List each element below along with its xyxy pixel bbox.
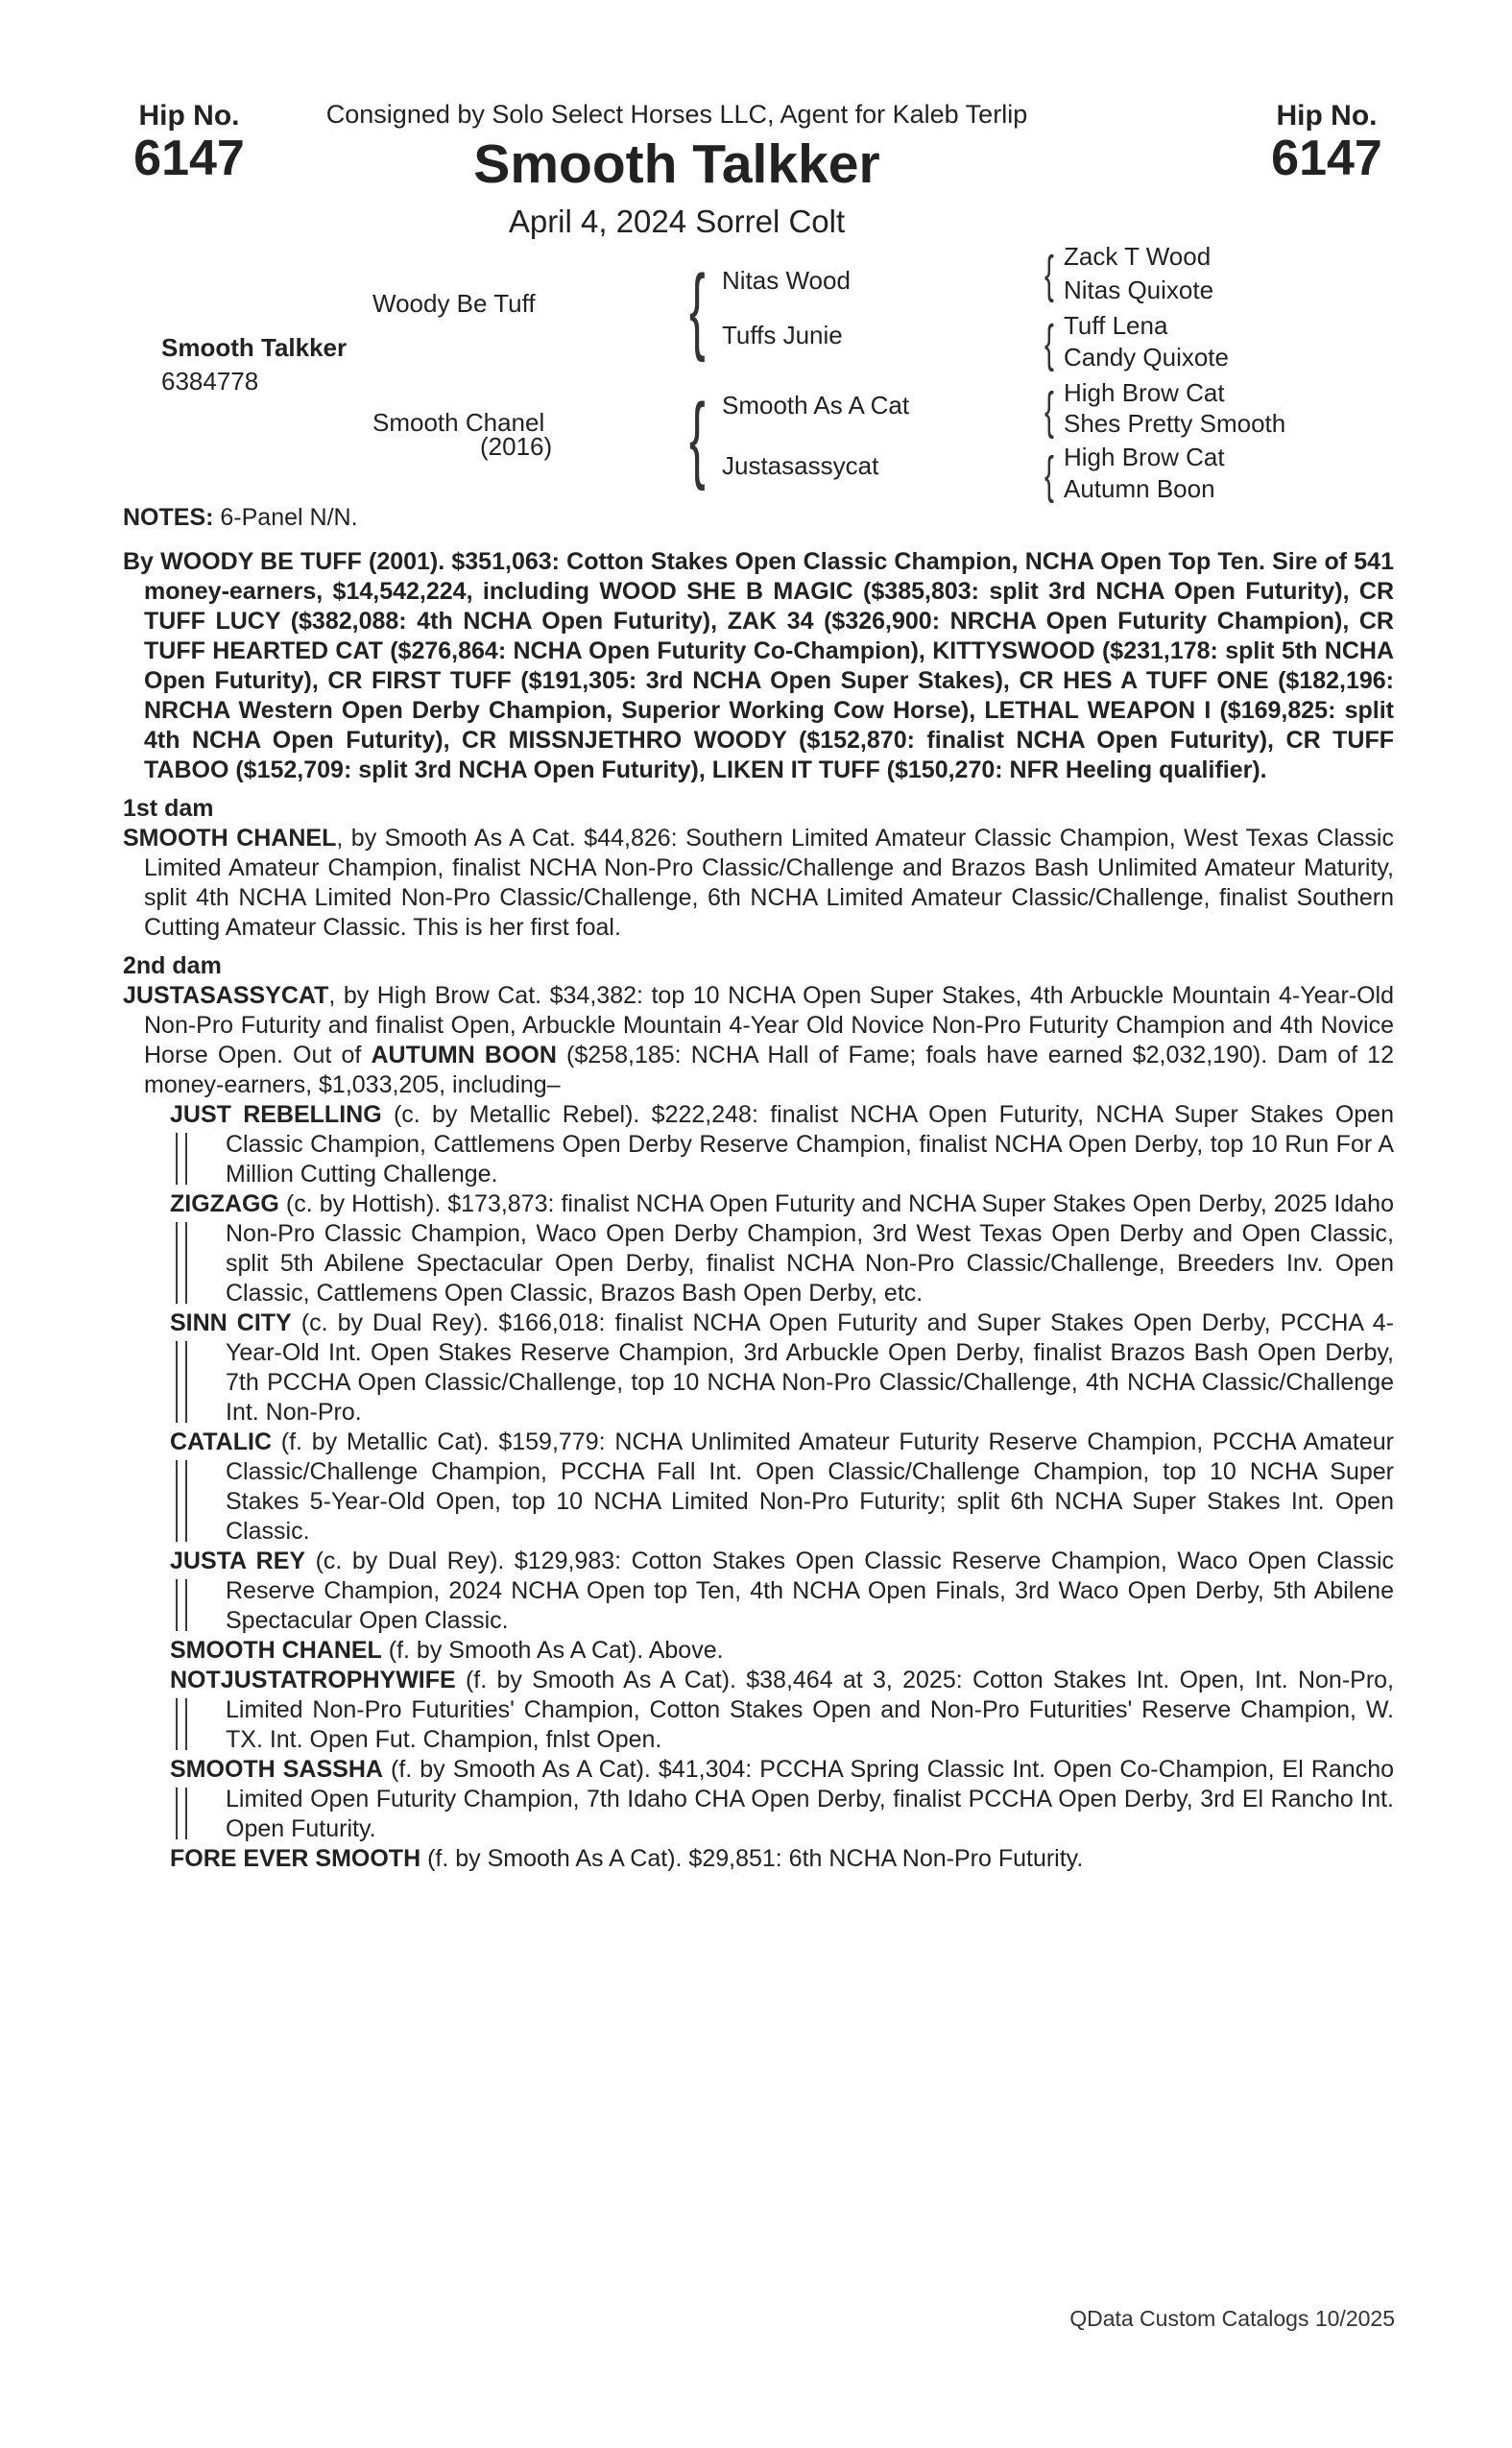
pedigree-brace: { [1044,446,1054,504]
pedigree-brace: { [689,384,706,492]
pedigree-dam-sire: Smooth As A Cat [722,391,910,420]
foal-entry [170,1189,1394,1308]
pedigree-registration-number: 6384778 [161,367,259,396]
second-dam-paragraph [123,981,1394,1100]
foal-description: April 4, 2024 Sorrel Colt [508,204,846,239]
foal-record: (f. by Smooth As A Cat). $38,464 at 3, 2025: Cotton Stakes Int. Open, Int. Non-Pro, Limited Non-Pro Futurities' Champion, Cotton Stakes Open and Non-Pro Futurities' Reserve Champion, W. TX. Int. Open Fut. Champion, fnlst Open. [226,1667,1394,1753]
pedigree-gen4-name: Nitas Quixote [1064,276,1214,304]
pedigree-brace: { [1044,246,1054,303]
foal-name: FORE EVER SMOOTH [170,1845,421,1872]
hip-number: 6147 [133,131,245,186]
notes-line [123,503,1394,533]
foal-name: CATALIC [170,1428,272,1455]
consignment-line: Consigned by Solo Select Horses LLC, Agent for Kaleb Terlip [325,100,1028,129]
first-dam-text: , by Smooth As A Cat. $44,826: Southern Limited Amateur Classic Champion, West Texas Classic Limited Amateur Champion, finalist NCHA Non-Pro Classic/Challenge and Brazos Bash Unlimited Amateur Maturity, split 4th NCHA Limited Non-Pro Classic/Challenge, 6th NCHA Limited Amateur Classic/Challenge, finalist Southern Cutting Amateur Classic. This is her first foal. [144,825,1394,941]
foal-name: SINN CITY [170,1309,292,1336]
hip-label: Hip No. [138,100,240,132]
foal-record: (c. by Dual Rey). $166,018: finalist NCHA Open Futurity and Super Stakes Open Derby, PCCHA 4-Year-Old Int. Open Stakes Reserve Champion, 3rd Arbuckle Open Derby, finalist Brazos Bash Open Derby, 7th PCCHA Open Classic/Challenge, top 10 NCHA Non-Pro Classic/Challenge, 4th NCHA Classic/Challenge Int. Non-Pro. [226,1309,1394,1426]
page-title: Smooth Talkker [473,133,880,195]
footer-credit: QData Custom Catalogs 10/2025 [1069,2306,1395,2331]
pedigree-gen4-name: High Brow Cat [1064,443,1225,471]
second-dam-text: ($258,185: NCHA Hall of Fame; foals have earned $2,032,190). Dam of 12 money-earners, $1,033,205, including– [144,1042,1394,1098]
foal-list [123,1100,1394,1874]
pedigree-brace: { [1044,315,1054,372]
second-dam-label: 2nd dam [123,952,222,979]
second-dam-text: , by High Brow Cat. $34,382: top 10 NCHA Open Super Stakes, 4th Arbuckle Mountain 4-Year-Old Non-Pro Futurity and finalist Open, Arbuckle Mountain 4-Year Old Novice Non-Pro Futurity Champion and 4th Novice Horse Open. Out of [144,982,1394,1068]
pedigree-sire: Woody Be Tuff [372,289,536,318]
foal-entry [170,1100,1394,1189]
foal-name: NOTJUSTATROPHYWIFE [170,1667,456,1693]
pedigree-brace: { [1044,382,1054,440]
foal-record: (c. by Dual Rey). $129,983: Cotton Stakes Open Classic Reserve Champion, Waco Open Classic Reserve Champion, 2024 NCHA Open top Ten, 4th NCHA Open Finals, 3rd Waco Open Derby, 5th Abilene Spectacular Open Classic. [226,1548,1394,1634]
foal-entry [170,1308,1394,1428]
notes-label: NOTES: [123,504,214,531]
foal-name: ZIGZAGG [170,1190,279,1217]
foal-entry [170,1755,1394,1844]
sire-paragraph: By WOODY BE TUFF (2001). $351,063: Cotton Stakes Open Classic Champion, NCHA Open Top Ten. Sire of 541 money-earners, $14,542,224, including WOOD SHE B MAGIC ($385,803: split 3rd NCHA Open Futurity), CR TUFF LUCY ($382,088: 4th NCHA Open Futurity), ZAK 34 ($326,900: NRCHA Open Futurity Champion), CR TUFF HEARTED CAT ($276,864: NCHA Open Futurity Co-Champion), KITTYSWOOD ($231,178: split 5th NCHA Open Futurity), CR FIRST TUFF ($191,305: 3rd NCHA Open Super Stakes), CR HES A TUFF ONE ($182,196: NRCHA Western Open Derby Champion, Superior Working Cow Horse), LETHAL WEAPON I ($169,825: split 4th NCHA Open Futurity), CR MISSNJETHRO WOODY ($152,870: finalist NCHA Open Futurity), CR TUFF TABOO ($152,709: split 3rd NCHA Open Futurity), LIKEN IT TUFF ($150,270: NFR Heeling qualifier). [123,548,1394,783]
foal-record: (c. by Hottish). $173,873: finalist NCHA Open Futurity and NCHA Super Stakes Open Derby, 2025 Idaho Non-Pro Classic Champion, Waco Open Derby Champion, 3rd West Texas Open Derby and Open Classic, split 5th Abilene Spectacular Open Derby, finalist NCHA Non-Pro Classic/Challenge, Breeders Inv. Open Classic, Cattlemens Open Classic, Brazos Bash Open Derby, etc. [226,1190,1394,1307]
second-dam-highlight-name: AUTUMN BOON [371,1042,557,1068]
foal-entry [170,1666,1394,1755]
hip-label: Hip No. [1276,100,1378,132]
notes-text: 6-Panel N/N. [213,504,358,531]
foal-name: SMOOTH CHANEL [170,1637,382,1664]
pedigree-gen4-name: Zack T Wood [1064,242,1212,271]
pedigree-dam-year: (2016) [480,432,553,461]
pedigree-sire-dam: Tuffs Junie [722,321,843,349]
pedigree-gen4-name: Candy Quixote [1064,343,1229,372]
pedigree-gen4-name: High Brow Cat [1064,378,1225,407]
pedigree-subject-name: Smooth Talkker [161,333,348,362]
pedigree-gen4-name: Tuff Lena [1064,311,1168,340]
pedigree-gen4-name: Autumn Boon [1064,474,1215,503]
foal-record: (c. by Metallic Rebel). $222,248: finalist NCHA Open Futurity, NCHA Super Stakes Open Classic Champion, Cattlemens Open Derby Reserve Champion, finalist NCHA Open Derby, top 10 Run For A Million Cutting Challenge. [226,1101,1394,1188]
pedigree-gen4-name: Shes Pretty Smooth [1064,409,1286,438]
foal-name: SMOOTH SASSHA [170,1756,383,1783]
pedigree-chart [0,240,1512,509]
foal-entry [170,1636,1394,1666]
foal-record: (f. by Smooth As A Cat). $29,851: 6th NCHA Non-Pro Futurity. [420,1845,1084,1872]
second-dam-name: JUSTASASSYCAT [123,982,329,1009]
foal-entry [170,1547,1394,1636]
hip-number: 6147 [1271,131,1382,186]
foal-name: JUST REBELLING [170,1101,382,1128]
foal-entry [170,1428,1394,1547]
first-dam-name: SMOOTH CHANEL [123,825,337,852]
first-dam-label: 1st dam [123,795,214,822]
pedigree-dam-dam: Justasassycat [722,451,879,480]
hip-block-right [1245,100,1408,184]
pedigree-brace: { [689,255,706,363]
foal-record: (f. by Metallic Cat). $159,779: NCHA Unlimited Amateur Futurity Reserve Champion, PCCHA Amateur Classic/Challenge Champion, PCCHA Fall Int. Open Classic/Challenge Champion, top 10 NCHA Super Stakes 5-Year-Old Open, top 10 NCHA Limited Non-Pro Futurity; split 6th NCHA Super Stakes Int. Open Classic. [226,1428,1394,1545]
foal-name: JUSTA REY [170,1548,306,1574]
pedigree-dam: Smooth Chanel [372,408,545,437]
foal-entry [170,1844,1394,1874]
foal-record: (f. by Smooth As A Cat). Above. [381,1637,724,1664]
pedigree-sire-sire: Nitas Wood [722,266,851,295]
first-dam-paragraph [123,824,1394,943]
catalog-text-column [123,503,1394,1874]
foal-record: (f. by Smooth As A Cat). $41,304: PCCHA Spring Classic Int. Open Co-Champion, El Rancho Limited Open Futurity Champion, 7th Idaho CHA Open Derby, finalist PCCHA Open Derby, 3rd El Rancho Int. Open Futurity. [226,1756,1394,1842]
